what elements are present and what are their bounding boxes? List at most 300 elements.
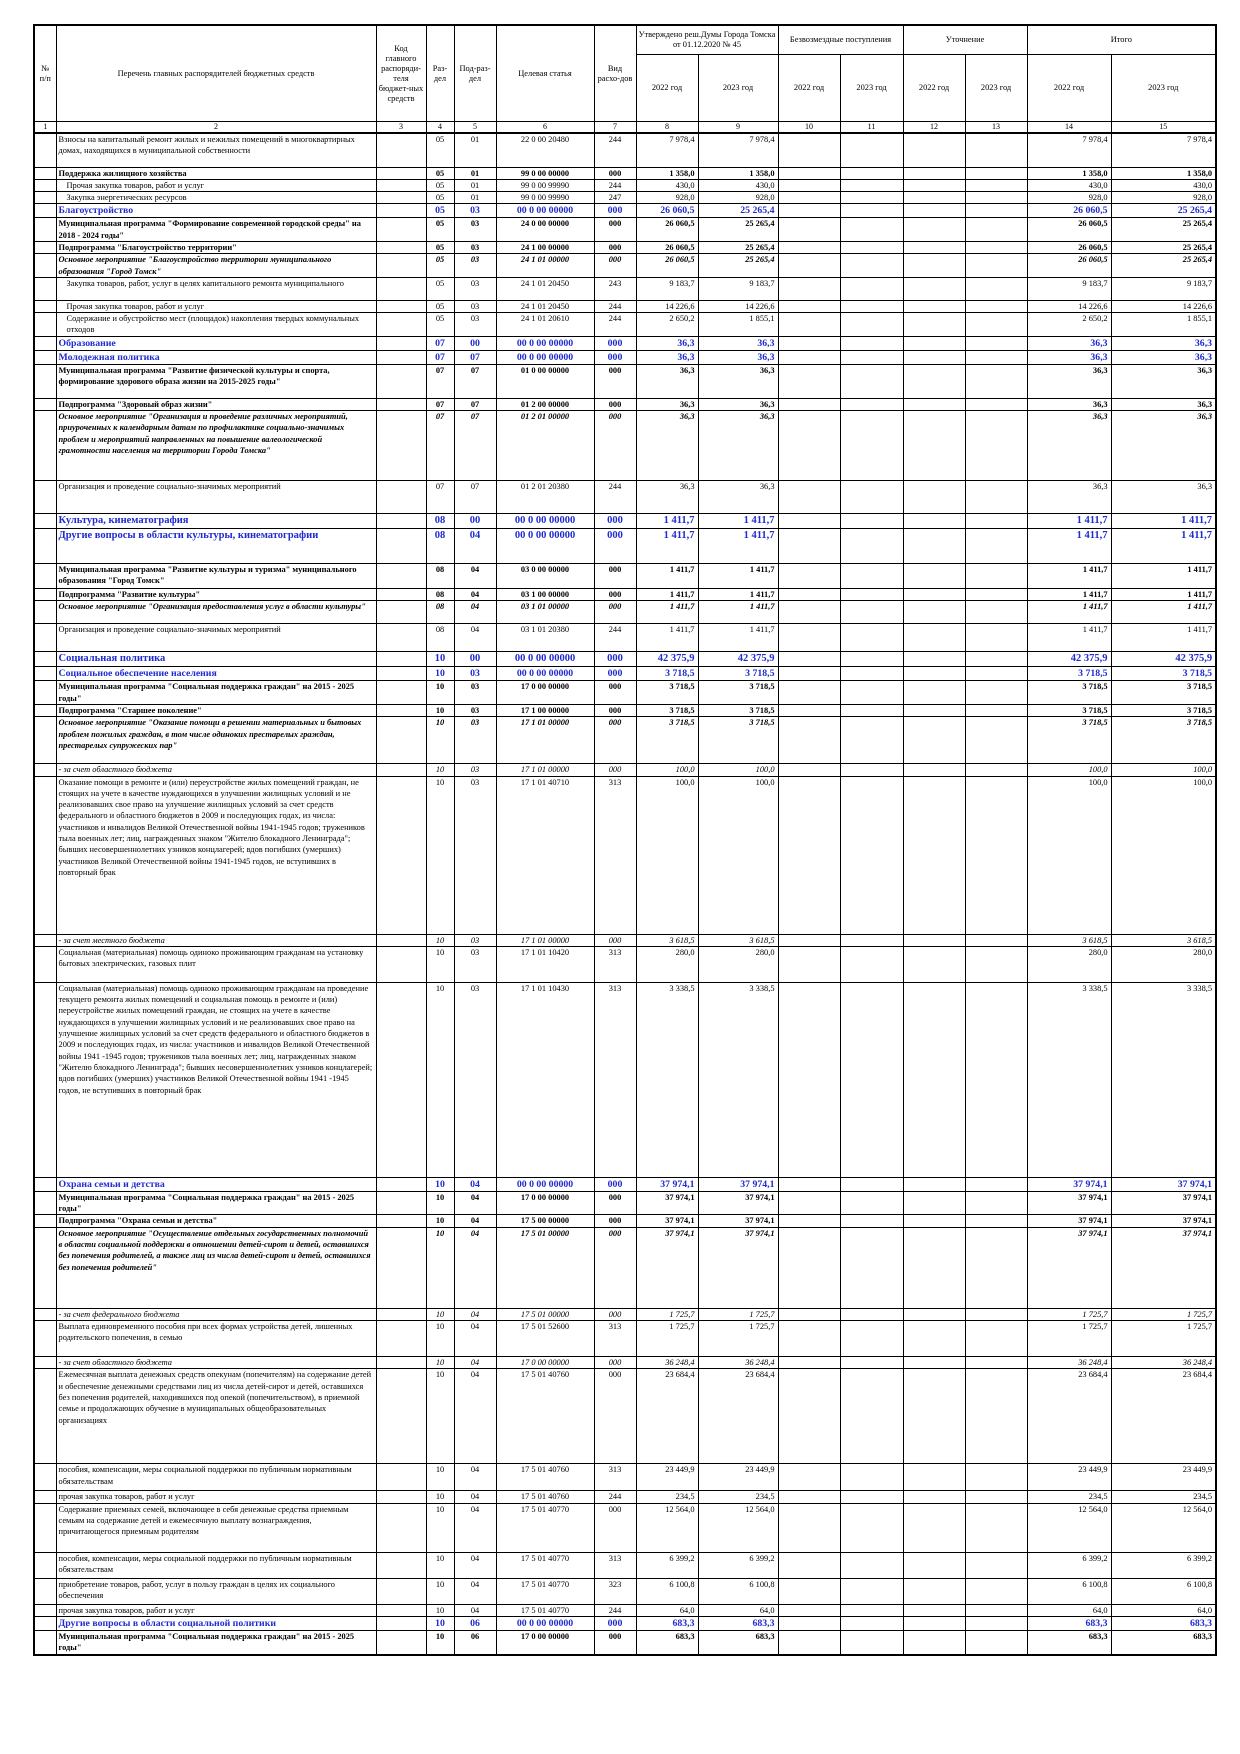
grants-2022-cell bbox=[778, 601, 840, 624]
grants-2023-cell bbox=[840, 529, 903, 564]
approved-2022-cell: 12 564,0 bbox=[636, 1503, 698, 1552]
adjust-2022-cell bbox=[903, 589, 965, 601]
adjust-2023-cell bbox=[965, 776, 1027, 934]
adjust-2022-cell bbox=[903, 1357, 965, 1369]
grants-2022-cell bbox=[778, 1604, 840, 1616]
group-total-header: Итого bbox=[1027, 25, 1216, 55]
target-article-cell: 17 5 01 40760 bbox=[496, 1369, 594, 1464]
grants-2022-cell bbox=[778, 704, 840, 716]
col-vid-header: Вид расхо-дов bbox=[594, 25, 636, 122]
num-cell bbox=[34, 192, 56, 204]
adjust-2022-cell bbox=[903, 1630, 965, 1654]
expense-type-cell: 000 bbox=[594, 1357, 636, 1369]
table-row bbox=[34, 336, 1216, 350]
num-cell bbox=[34, 1578, 56, 1604]
code-cell bbox=[376, 179, 426, 191]
approved-2022-cell: 1 358,0 bbox=[636, 167, 698, 179]
total-2023-cell: 36,3 bbox=[1111, 398, 1216, 410]
razdel-cell: 08 bbox=[426, 564, 454, 589]
razdel-cell: 05 bbox=[426, 179, 454, 191]
podrazdel-cell: 01 bbox=[454, 167, 496, 179]
razdel-cell: 10 bbox=[426, 1604, 454, 1616]
total-2022-cell: 36,3 bbox=[1027, 350, 1111, 364]
target-article-cell: 01 2 01 00000 bbox=[496, 411, 594, 481]
approved-2023-cell: 25 265,4 bbox=[698, 241, 778, 253]
grants-2022-cell bbox=[778, 1177, 840, 1191]
target-article-cell: 24 1 01 00000 bbox=[496, 254, 594, 278]
code-cell bbox=[376, 946, 426, 982]
expense-type-cell: 000 bbox=[594, 167, 636, 179]
expense-type-cell: 000 bbox=[594, 1215, 636, 1227]
grants-2022-cell bbox=[778, 764, 840, 776]
adjust-2023-cell bbox=[965, 946, 1027, 982]
target-article-cell: 17 1 01 10420 bbox=[496, 946, 594, 982]
expense-type-cell: 244 bbox=[594, 133, 636, 167]
adjust-2022-cell bbox=[903, 133, 965, 167]
grants-2022-cell bbox=[778, 946, 840, 982]
name-cell: Подпрограмма "Здоровый образ жизни" bbox=[56, 398, 376, 410]
grants-2023-cell bbox=[840, 1308, 903, 1320]
approved-2023-cell: 100,0 bbox=[698, 764, 778, 776]
adjust-2023-cell bbox=[965, 529, 1027, 564]
total-2022-cell: 23 449,9 bbox=[1027, 1464, 1111, 1491]
num-cell bbox=[34, 254, 56, 278]
col-podrazdel-header: Под-раз-дел bbox=[454, 25, 496, 122]
adjust-2023-cell bbox=[965, 1578, 1027, 1604]
name-cell: Муниципальная программа "Социальная поддержка граждан" на 2015 - 2025 годы" bbox=[56, 681, 376, 705]
grants-2023-cell bbox=[840, 704, 903, 716]
grants-2023-cell bbox=[840, 254, 903, 278]
table-row bbox=[34, 624, 1216, 652]
podrazdel-cell: 01 bbox=[454, 179, 496, 191]
total-2023-cell: 280,0 bbox=[1111, 946, 1216, 982]
grants-2023-cell bbox=[840, 1227, 903, 1308]
total-2022-cell: 36 248,4 bbox=[1027, 1357, 1111, 1369]
podrazdel-cell: 00 bbox=[454, 336, 496, 350]
grants-2022-cell bbox=[778, 192, 840, 204]
target-article-cell: 17 5 01 00000 bbox=[496, 1308, 594, 1320]
approved-2022-cell: 36,3 bbox=[636, 350, 698, 364]
table-row bbox=[34, 1321, 1216, 1357]
code-cell bbox=[376, 1616, 426, 1630]
table-row bbox=[34, 1630, 1216, 1654]
approved-2023-cell: 3 718,5 bbox=[698, 681, 778, 705]
table-row bbox=[34, 601, 1216, 624]
total-2022-cell: 3 718,5 bbox=[1027, 667, 1111, 681]
adjust-2023-cell bbox=[965, 1369, 1027, 1464]
podrazdel-cell: 06 bbox=[454, 1616, 496, 1630]
num-cell bbox=[34, 1191, 56, 1215]
grants-2023-cell bbox=[840, 313, 903, 337]
razdel-cell: 10 bbox=[426, 1357, 454, 1369]
num-cell bbox=[34, 313, 56, 337]
name-cell: Муниципальная программа "Развитие физической культуры и спорта, формирование здорового образа жизни на 2015-2025 годы" bbox=[56, 364, 376, 398]
podrazdel-cell: 04 bbox=[454, 1369, 496, 1464]
grants-2023-cell bbox=[840, 481, 903, 514]
adjust-2022-cell bbox=[903, 982, 965, 1177]
total-2023-cell: 36,3 bbox=[1111, 481, 1216, 514]
code-cell bbox=[376, 1552, 426, 1578]
total-2023-cell: 7 978,4 bbox=[1111, 133, 1216, 167]
code-cell bbox=[376, 1491, 426, 1503]
grants-2023-cell bbox=[840, 167, 903, 179]
code-cell bbox=[376, 624, 426, 652]
podrazdel-cell: 03 bbox=[454, 313, 496, 337]
razdel-cell: 08 bbox=[426, 589, 454, 601]
total-2022-cell: 6 100,8 bbox=[1027, 1578, 1111, 1604]
target-article-cell: 00 0 00 00000 bbox=[496, 667, 594, 681]
total-2023-cell: 1 411,7 bbox=[1111, 601, 1216, 624]
adjust-2023-cell bbox=[965, 167, 1027, 179]
grants-2023-cell bbox=[840, 1491, 903, 1503]
num-cell bbox=[34, 1357, 56, 1369]
razdel-cell: 10 bbox=[426, 717, 454, 764]
total-2023-cell: 928,0 bbox=[1111, 192, 1216, 204]
grants-2023-cell bbox=[840, 1630, 903, 1654]
podrazdel-cell: 03 bbox=[454, 681, 496, 705]
razdel-cell: 05 bbox=[426, 300, 454, 312]
approved-2022-cell: 280,0 bbox=[636, 946, 698, 982]
approved-2022-cell: 23 684,4 bbox=[636, 1369, 698, 1464]
grants-2023-cell bbox=[840, 192, 903, 204]
total-2023-cell: 3 718,5 bbox=[1111, 681, 1216, 705]
total-2023-cell: 1 411,7 bbox=[1111, 514, 1216, 529]
podrazdel-cell: 03 bbox=[454, 277, 496, 300]
total-2022-cell: 1 411,7 bbox=[1027, 529, 1111, 564]
adjust-2023-cell bbox=[965, 364, 1027, 398]
total-2023-cell: 37 974,1 bbox=[1111, 1191, 1216, 1215]
podrazdel-cell: 04 bbox=[454, 1227, 496, 1308]
approved-2022-cell: 23 449,9 bbox=[636, 1464, 698, 1491]
adjust-2022-cell bbox=[903, 776, 965, 934]
code-cell bbox=[376, 1177, 426, 1191]
expense-type-cell: 000 bbox=[594, 1308, 636, 1320]
target-article-cell: 17 1 01 40710 bbox=[496, 776, 594, 934]
razdel-cell: 10 bbox=[426, 1503, 454, 1552]
grants-2023-cell bbox=[840, 667, 903, 681]
name-cell: Оказание помощи в ремонте и (или) переустройстве жилых помещений граждан, не стоящих на учете в качестве нуждающихся в улучшении жилищных условий и не реализовавших свое право на улучшение жилищных условий за счет средств федерального и областного бюджетов в 2009 и последующих годах, из числа: участников и инвалидов Великой Отечественной войны 1941-1945 годов; тружеников тыла военных лет; лиц, награжденных знаком "Жителю блокадного Ленинграда"; бывших несовершеннолетних узников концлагерей; вдов погибших (умерших) участников Великой Отечественной войны 1941-1945 годов, не вступивших в повторный брак bbox=[56, 776, 376, 934]
name-cell: Содержание приемных семей, включающее в себя денежные средства приемным семьям на содержание детей и ежемесячную выплату вознаграждения, причитающегося приемным родителям bbox=[56, 1503, 376, 1552]
razdel-cell: 10 bbox=[426, 946, 454, 982]
code-cell bbox=[376, 1321, 426, 1357]
total-2022-cell: 64,0 bbox=[1027, 1604, 1111, 1616]
total-2023-cell: 1 725,7 bbox=[1111, 1321, 1216, 1357]
num-cell bbox=[34, 1616, 56, 1630]
year-header: 2022 год bbox=[903, 55, 965, 122]
target-article-cell: 17 5 01 00000 bbox=[496, 1227, 594, 1308]
total-2022-cell: 26 060,5 bbox=[1027, 204, 1111, 218]
approved-2023-cell: 25 265,4 bbox=[698, 254, 778, 278]
podrazdel-cell: 03 bbox=[454, 254, 496, 278]
approved-2023-cell: 36 248,4 bbox=[698, 1357, 778, 1369]
grants-2022-cell bbox=[778, 133, 840, 167]
approved-2023-cell: 9 183,7 bbox=[698, 277, 778, 300]
approved-2023-cell: 36,3 bbox=[698, 350, 778, 364]
table-row bbox=[34, 204, 1216, 218]
podrazdel-cell: 00 bbox=[454, 514, 496, 529]
total-2023-cell: 6 399,2 bbox=[1111, 1552, 1216, 1578]
num-cell bbox=[34, 481, 56, 514]
table-row bbox=[34, 1177, 1216, 1191]
group-approved-header: Утверждено реш.Думы Города Томска от 01.12.2020 № 45 bbox=[636, 25, 778, 55]
num-cell bbox=[34, 1552, 56, 1578]
total-2022-cell: 3 718,5 bbox=[1027, 704, 1111, 716]
name-cell: Другие вопросы в области культуры, кинематографии bbox=[56, 529, 376, 564]
num-cell bbox=[34, 300, 56, 312]
grants-2023-cell bbox=[840, 601, 903, 624]
column-number: 14 bbox=[1027, 122, 1111, 134]
grants-2023-cell bbox=[840, 514, 903, 529]
total-2023-cell: 3 338,5 bbox=[1111, 982, 1216, 1177]
expense-type-cell: 244 bbox=[594, 179, 636, 191]
adjust-2022-cell bbox=[903, 514, 965, 529]
expense-type-cell: 243 bbox=[594, 277, 636, 300]
razdel-cell: 07 bbox=[426, 336, 454, 350]
podrazdel-cell: 03 bbox=[454, 946, 496, 982]
column-number: 6 bbox=[496, 122, 594, 134]
grants-2023-cell bbox=[840, 1215, 903, 1227]
adjust-2022-cell bbox=[903, 667, 965, 681]
grants-2022-cell bbox=[778, 277, 840, 300]
total-2022-cell: 36,3 bbox=[1027, 336, 1111, 350]
code-cell bbox=[376, 1604, 426, 1616]
approved-2023-cell: 234,5 bbox=[698, 1491, 778, 1503]
num-cell bbox=[34, 1308, 56, 1320]
code-cell bbox=[376, 764, 426, 776]
table-row bbox=[34, 350, 1216, 364]
grants-2022-cell bbox=[778, 1321, 840, 1357]
total-2022-cell: 3 718,5 bbox=[1027, 681, 1111, 705]
razdel-cell: 05 bbox=[426, 218, 454, 242]
num-cell bbox=[34, 179, 56, 191]
grants-2022-cell bbox=[778, 564, 840, 589]
grants-2022-cell bbox=[778, 204, 840, 218]
razdel-cell: 08 bbox=[426, 514, 454, 529]
razdel-cell: 05 bbox=[426, 167, 454, 179]
adjust-2023-cell bbox=[965, 336, 1027, 350]
code-cell bbox=[376, 350, 426, 364]
approved-2022-cell: 1 725,7 bbox=[636, 1321, 698, 1357]
razdel-cell: 07 bbox=[426, 364, 454, 398]
row-label: Содержание и обустройство мест (площадок) накопления твердых коммунальных отходов bbox=[66, 314, 360, 335]
approved-2023-cell: 42 375,9 bbox=[698, 652, 778, 667]
approved-2022-cell: 1 411,7 bbox=[636, 589, 698, 601]
table-row bbox=[34, 179, 1216, 191]
total-2022-cell: 23 684,4 bbox=[1027, 1369, 1111, 1464]
approved-2023-cell: 7 978,4 bbox=[698, 133, 778, 167]
expense-type-cell: 313 bbox=[594, 776, 636, 934]
expense-type-cell: 244 bbox=[594, 1604, 636, 1616]
razdel-cell: 10 bbox=[426, 764, 454, 776]
adjust-2023-cell bbox=[965, 601, 1027, 624]
adjust-2022-cell bbox=[903, 277, 965, 300]
podrazdel-cell: 04 bbox=[454, 1215, 496, 1227]
num-cell bbox=[34, 982, 56, 1177]
approved-2023-cell: 1 411,7 bbox=[698, 514, 778, 529]
grants-2023-cell bbox=[840, 241, 903, 253]
name-cell: Охрана семьи и детства bbox=[56, 1177, 376, 1191]
total-2023-cell: 100,0 bbox=[1111, 764, 1216, 776]
table-row bbox=[34, 717, 1216, 764]
code-cell bbox=[376, 411, 426, 481]
expense-type-cell: 000 bbox=[594, 667, 636, 681]
grants-2023-cell bbox=[840, 624, 903, 652]
podrazdel-cell: 04 bbox=[454, 1464, 496, 1491]
code-cell bbox=[376, 564, 426, 589]
razdel-cell: 10 bbox=[426, 1308, 454, 1320]
name-cell: прочая закупка товаров, работ и услуг bbox=[56, 1604, 376, 1616]
razdel-cell: 10 bbox=[426, 704, 454, 716]
razdel-cell: 10 bbox=[426, 982, 454, 1177]
name-cell: Муниципальная программа "Социальная поддержка граждан" на 2015 - 2025 годы" bbox=[56, 1191, 376, 1215]
podrazdel-cell: 03 bbox=[454, 300, 496, 312]
approved-2022-cell: 683,3 bbox=[636, 1630, 698, 1654]
approved-2023-cell: 1 725,7 bbox=[698, 1308, 778, 1320]
adjust-2022-cell bbox=[903, 179, 965, 191]
code-cell bbox=[376, 336, 426, 350]
code-cell bbox=[376, 982, 426, 1177]
name-cell bbox=[56, 192, 376, 204]
podrazdel-cell: 04 bbox=[454, 1357, 496, 1369]
expense-type-cell: 000 bbox=[594, 1503, 636, 1552]
total-2022-cell: 1 411,7 bbox=[1027, 514, 1111, 529]
num-cell bbox=[34, 1503, 56, 1552]
podrazdel-cell: 03 bbox=[454, 241, 496, 253]
expense-type-cell: 313 bbox=[594, 1321, 636, 1357]
target-article-cell: 00 0 00 00000 bbox=[496, 336, 594, 350]
grants-2022-cell bbox=[778, 652, 840, 667]
name-cell: Социальная политика bbox=[56, 652, 376, 667]
grants-2022-cell bbox=[778, 350, 840, 364]
podrazdel-cell: 04 bbox=[454, 1308, 496, 1320]
approved-2022-cell: 6 100,8 bbox=[636, 1578, 698, 1604]
code-cell bbox=[376, 1357, 426, 1369]
total-2022-cell: 36,3 bbox=[1027, 411, 1111, 481]
approved-2022-cell: 36,3 bbox=[636, 336, 698, 350]
adjust-2022-cell bbox=[903, 652, 965, 667]
approved-2022-cell: 3 718,5 bbox=[636, 704, 698, 716]
code-cell bbox=[376, 398, 426, 410]
adjust-2022-cell bbox=[903, 681, 965, 705]
grants-2023-cell bbox=[840, 411, 903, 481]
adjust-2022-cell bbox=[903, 704, 965, 716]
podrazdel-cell: 03 bbox=[454, 218, 496, 242]
code-cell bbox=[376, 776, 426, 934]
target-article-cell: 17 5 01 40760 bbox=[496, 1464, 594, 1491]
target-article-cell: 01 2 01 20380 bbox=[496, 481, 594, 514]
grants-2023-cell bbox=[840, 1616, 903, 1630]
name-cell: Молодежная политика bbox=[56, 350, 376, 364]
table-row bbox=[34, 982, 1216, 1177]
table-row bbox=[34, 241, 1216, 253]
num-cell bbox=[34, 241, 56, 253]
name-cell: Организация и проведение социально-значимых мероприятий bbox=[56, 481, 376, 514]
table-row bbox=[34, 1616, 1216, 1630]
adjust-2023-cell bbox=[965, 589, 1027, 601]
total-2023-cell: 3 718,5 bbox=[1111, 667, 1216, 681]
target-article-cell: 99 0 00 99990 bbox=[496, 192, 594, 204]
razdel-cell: 10 bbox=[426, 1630, 454, 1654]
table-row bbox=[34, 1464, 1216, 1491]
approved-2022-cell: 928,0 bbox=[636, 192, 698, 204]
total-2023-cell: 14 226,6 bbox=[1111, 300, 1216, 312]
name-cell: Образование bbox=[56, 336, 376, 350]
podrazdel-cell: 04 bbox=[454, 1177, 496, 1191]
total-2023-cell: 1 411,7 bbox=[1111, 624, 1216, 652]
podrazdel-cell: 00 bbox=[454, 652, 496, 667]
name-cell: пособия, компенсации, меры социальной поддержки по публичным нормативным обязательствам bbox=[56, 1464, 376, 1491]
razdel-cell: 08 bbox=[426, 529, 454, 564]
total-2023-cell: 683,3 bbox=[1111, 1616, 1216, 1630]
column-number: 3 bbox=[376, 122, 426, 134]
code-cell bbox=[376, 300, 426, 312]
approved-2023-cell: 37 974,1 bbox=[698, 1215, 778, 1227]
code-cell bbox=[376, 717, 426, 764]
adjust-2022-cell bbox=[903, 564, 965, 589]
code-cell bbox=[376, 133, 426, 167]
razdel-cell: 05 bbox=[426, 241, 454, 253]
num-cell bbox=[34, 776, 56, 934]
grants-2023-cell bbox=[840, 1604, 903, 1616]
approved-2022-cell: 234,5 bbox=[636, 1491, 698, 1503]
adjust-2022-cell bbox=[903, 764, 965, 776]
expense-type-cell: 247 bbox=[594, 192, 636, 204]
expense-type-cell: 313 bbox=[594, 946, 636, 982]
grants-2023-cell bbox=[840, 776, 903, 934]
adjust-2023-cell bbox=[965, 313, 1027, 337]
expense-type-cell: 244 bbox=[594, 313, 636, 337]
table-row bbox=[34, 1578, 1216, 1604]
adjust-2023-cell bbox=[965, 717, 1027, 764]
approved-2023-cell: 1 411,7 bbox=[698, 589, 778, 601]
approved-2023-cell: 1 411,7 bbox=[698, 624, 778, 652]
approved-2023-cell: 36,3 bbox=[698, 398, 778, 410]
num-cell bbox=[34, 364, 56, 398]
name-cell: - за счет областного бюджета bbox=[56, 764, 376, 776]
approved-2023-cell: 36,3 bbox=[698, 411, 778, 481]
grants-2023-cell bbox=[840, 946, 903, 982]
table-row bbox=[34, 1491, 1216, 1503]
total-2022-cell: 37 974,1 bbox=[1027, 1191, 1111, 1215]
table-row bbox=[34, 1308, 1216, 1320]
adjust-2023-cell bbox=[965, 1215, 1027, 1227]
target-article-cell: 17 5 01 40770 bbox=[496, 1552, 594, 1578]
approved-2023-cell: 3 618,5 bbox=[698, 934, 778, 946]
podrazdel-cell: 06 bbox=[454, 1630, 496, 1654]
approved-2023-cell: 36,3 bbox=[698, 336, 778, 350]
razdel-cell: 08 bbox=[426, 624, 454, 652]
grants-2022-cell bbox=[778, 1552, 840, 1578]
approved-2023-cell: 3 718,5 bbox=[698, 704, 778, 716]
expense-type-cell: 000 bbox=[594, 364, 636, 398]
grants-2022-cell bbox=[778, 241, 840, 253]
grants-2023-cell bbox=[840, 218, 903, 242]
expense-type-cell: 000 bbox=[594, 1369, 636, 1464]
grants-2022-cell bbox=[778, 624, 840, 652]
table-row bbox=[34, 776, 1216, 934]
grants-2023-cell bbox=[840, 1552, 903, 1578]
name-cell: Муниципальная программа "Развитие культуры и туризма" муниципального образования "Город Томск" bbox=[56, 564, 376, 589]
adjust-2023-cell bbox=[965, 481, 1027, 514]
approved-2022-cell: 37 974,1 bbox=[636, 1227, 698, 1308]
podrazdel-cell: 04 bbox=[454, 589, 496, 601]
grants-2023-cell bbox=[840, 277, 903, 300]
approved-2022-cell: 6 399,2 bbox=[636, 1552, 698, 1578]
column-number: 4 bbox=[426, 122, 454, 134]
code-cell bbox=[376, 589, 426, 601]
grants-2023-cell bbox=[840, 1191, 903, 1215]
grants-2022-cell bbox=[778, 1630, 840, 1654]
